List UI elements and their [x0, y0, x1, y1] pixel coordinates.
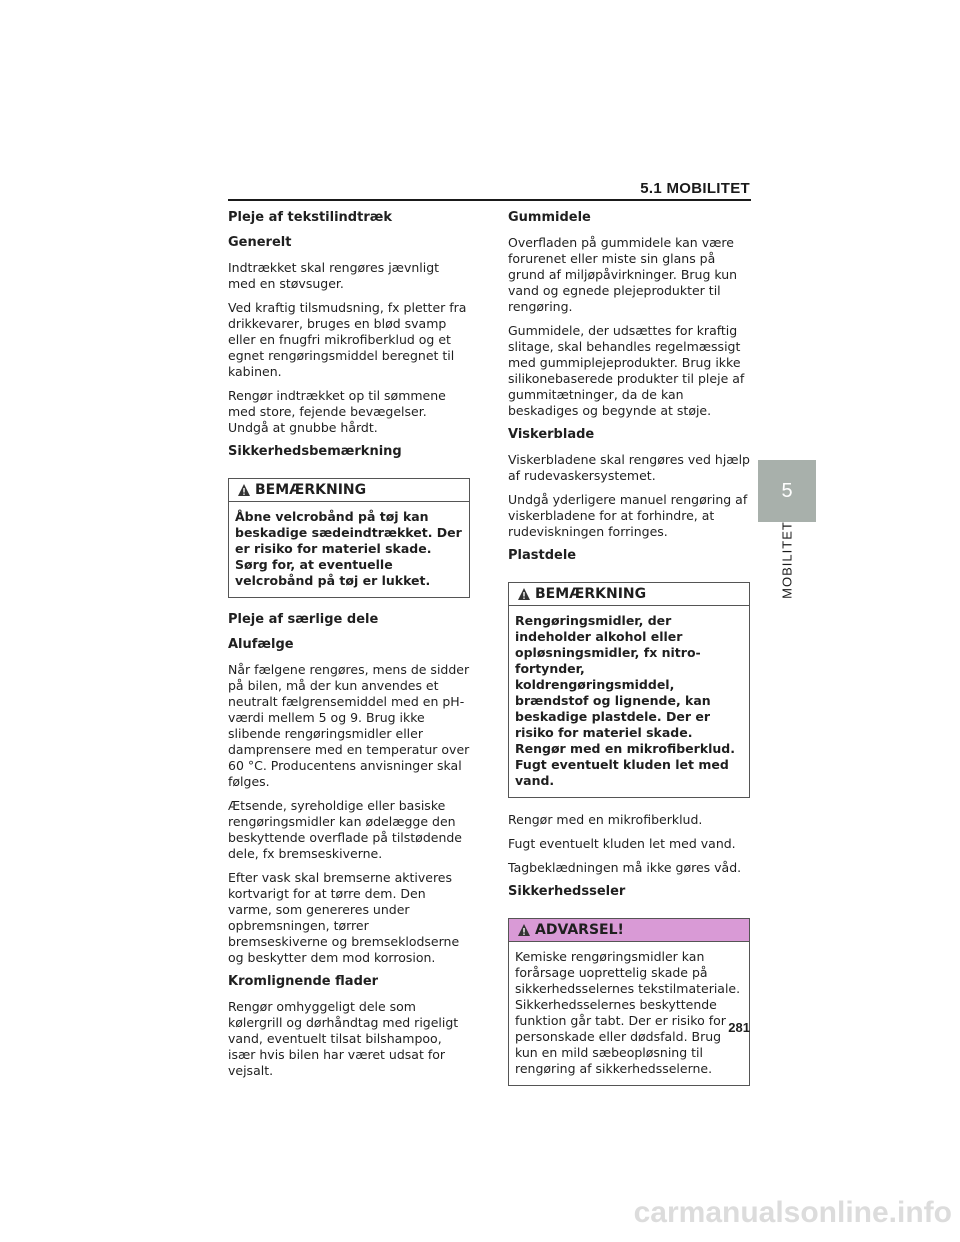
heading-plastic: Plastdele	[508, 548, 577, 563]
paragraph: Fugt eventuelt kluden let med vand.	[508, 836, 736, 851]
note-title: BEMÆRKNING	[535, 586, 647, 602]
heading-rims: Alufælge	[228, 637, 294, 652]
paragraph: Rengør indtrækket op til sømmene med store, fejende bevægelser. Undgå at gnubbe hårdt.	[228, 388, 446, 435]
chapter-tab: 5	[758, 460, 816, 522]
paragraph: Gummidele, der udsættes for kraftig slitage, skal behandles regelmæssigt med gummiplejeprodukter. Brug ikke silikonebaserede produkter til pleje af gummitætninger, da de kan beskadiges og begynde at støje.	[508, 323, 745, 418]
note-box-header	[229, 479, 469, 502]
heading-chrome: Kromlignende flader	[228, 974, 379, 989]
warning-box-header	[509, 919, 749, 942]
note-box	[508, 582, 750, 798]
heading-safety-note: Sikkerhedsbemærkning	[228, 444, 402, 459]
paragraph: Rengør omhyggeligt dele som kølergrill og dørhåndtag med rigeligt vand, eventuelt tilsat bilshampoo, især hvis bilen har været udsat for vejsalt.	[228, 999, 459, 1078]
heading-seatbelts: Sikkerhedsseler	[508, 884, 626, 899]
warning-box	[508, 918, 750, 1086]
heading-general: Generelt	[228, 235, 292, 250]
note-text: Åbne velcrobånd på tøj kan beskadige sædeindtrækket. Der er risiko for materiel skade. Sørg for, at eventuelle velcrobånd på tøj er lukket.	[235, 509, 462, 588]
paragraph: Tagbeklædningen må ikke gøres våd.	[508, 860, 742, 875]
paragraph: Ætsende, syreholdige eller basiske rengøringsmidler kan ødelægge den beskyttende overflade på tilstødende dele, fx bremseskiverne.	[228, 798, 462, 861]
heading-wiper: Viskerblade	[508, 427, 595, 442]
right-column	[508, 210, 750, 1100]
warning-icon	[237, 483, 251, 497]
paragraph: Ved kraftig tilsmudsning, fx pletter fra drikkevarer, bruges en blød svamp eller en fnugfri mikrofiberklud og et egnet rengøringsmiddel beregnet til kabinen.	[228, 300, 467, 379]
section-header: 5.1 MOBILITET	[640, 180, 750, 197]
left-column	[228, 210, 470, 1087]
paragraph: Når fælgene rengøres, mens de sidder på bilen, må der kun anvendes et neutralt fælgrensemiddel med en pH-værdi mellem 5 og 9. Brug ikke slibende rengøringsmidler eller damprensere med en temperatur over 60 °C. Producentens anvisninger skal følges.	[228, 662, 470, 789]
paragraph: Viskerbladene skal rengøres ved hjælp af rudevaskersystemet.	[508, 452, 750, 483]
paragraph: Efter vask skal bremserne aktiveres kortvarigt for at tørre dem. Den varme, som genereres under opbremsningen, tørrer bremseskiverne og bremseklodserne og beskytter dem mod korrosion.	[228, 870, 460, 965]
warning-icon	[517, 587, 531, 601]
note-box-header	[509, 583, 749, 606]
watermark: carmanualsonline.info	[633, 1196, 952, 1229]
page-number: 281	[728, 1020, 750, 1035]
note-box	[228, 478, 470, 598]
paragraph: Undgå yderligere manuel rengøring af viskerbladene for at forhindre, at rudeviskningen forringes.	[508, 492, 748, 539]
chapter-label: MOBILITET	[779, 521, 795, 599]
paragraph: Overfladen på gummidele kan være forurenet eller miste sin glans på grund af miljøpåvirkninger. Brug kun vand og egnede plejeprodukter til rengøring.	[508, 235, 738, 314]
warning-icon	[517, 923, 531, 937]
warning-text: Kemiske rengøringsmidler kan forårsage uoprettelig skade på sikkerhedsselernes tekstilmateriale. Sikkerhedsselernes beskyttende funktion går tabt. Der er risiko for personskade eller dødsfald. Brug kun en mild sæbeopløsning til rengøring af sikkerhedsselerne.	[515, 949, 741, 1076]
heading-textile-care: Pleje af tekstilindtræk	[228, 210, 393, 225]
header-rule	[228, 199, 751, 201]
note-title: BEMÆRKNING	[255, 482, 367, 498]
paragraph: Indtrækket skal rengøres jævnligt med en støvsuger.	[228, 260, 440, 291]
paragraph: Rengør med en mikrofiberklud.	[508, 812, 703, 827]
note-text: Rengøringsmidler, der indeholder alkohol eller opløsningsmidler, fx nitro-fortynder, koldrengøringsmiddel, brændstof og lignende, kan beskadige plastdele. Der er risiko for materiel skade. Rengør med en mikrofiberklud. Fugt eventuelt kluden let med vand.	[515, 613, 736, 788]
heading-rubber: Gummidele	[508, 210, 591, 225]
heading-special-parts: Pleje af særlige dele	[228, 612, 379, 627]
warning-title: ADVARSEL!	[535, 922, 624, 938]
